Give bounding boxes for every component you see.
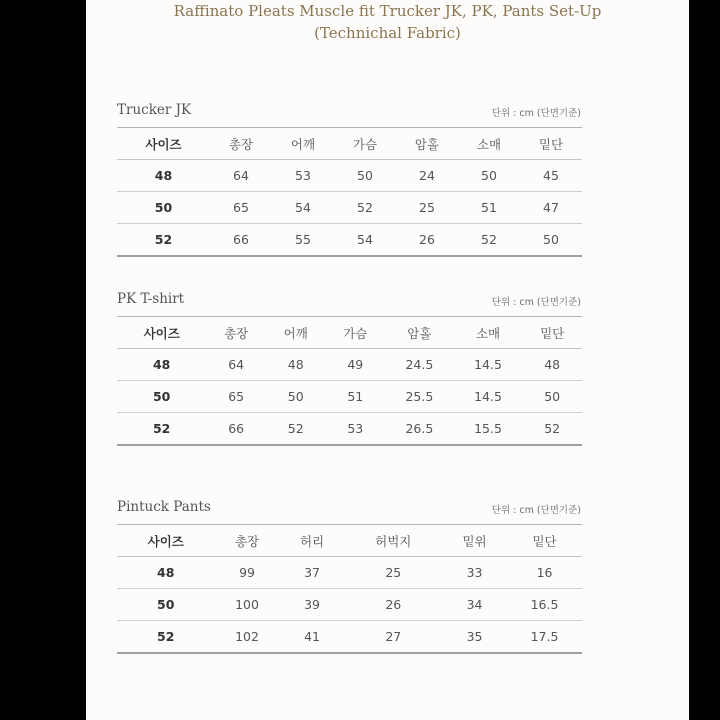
header-cell: 가슴: [352, 136, 378, 152]
table-cell: 52: [544, 421, 561, 436]
header-cell: 가슴: [343, 325, 368, 341]
table-cell: 52: [287, 421, 304, 436]
table-cell: 64: [228, 357, 245, 372]
table-cell: 102: [235, 629, 259, 644]
table-header-row: [117, 525, 582, 557]
table-cell: 26: [385, 597, 402, 612]
table-cell: 52: [357, 200, 373, 215]
size-cell: 48: [152, 357, 171, 372]
table-cell: 99: [239, 565, 255, 580]
table-cell: 48: [544, 357, 561, 372]
unit-note-trucker: 단위 : cm (단면기준): [491, 108, 581, 119]
chart-title: Raffinato Pleats Muscle fit Trucker JK, PK, Pants Set-Up: [173, 2, 602, 20]
table-cell: 25: [419, 200, 435, 215]
table-row: [117, 621, 582, 654]
table-cell: 50: [543, 232, 559, 247]
size-cell: 52: [152, 421, 171, 436]
table-cell: 49: [347, 357, 364, 372]
table-cell: 54: [295, 200, 311, 215]
table-cell: 16.5: [530, 597, 559, 612]
header-cell: 허리: [299, 533, 325, 549]
table-cell: 35: [466, 629, 483, 644]
table-cell: 16: [536, 565, 553, 580]
table-cell: 34: [466, 597, 483, 612]
table-cell: 66: [233, 232, 249, 247]
size-table-pk: [117, 316, 582, 446]
table-cell: 53: [347, 421, 364, 436]
size-cell: 50: [157, 597, 175, 612]
table-row: [117, 589, 582, 621]
table-cell: 26: [419, 232, 435, 247]
table-header-row: [117, 317, 582, 349]
unit-note-pk: 단위 : cm (단면기준): [491, 297, 581, 308]
table-row: [117, 160, 582, 192]
size-cell: 52: [157, 629, 175, 644]
header-cell: 소매: [476, 136, 502, 152]
size-table-pants: [117, 524, 582, 654]
table-row: [117, 192, 582, 224]
header-cell: 사이즈: [145, 136, 182, 152]
table-row: [117, 224, 582, 257]
table-cell: 27: [385, 629, 402, 644]
table-row: [117, 349, 582, 381]
header-cell: 소매: [475, 325, 501, 341]
header-cell: 밑단: [538, 136, 564, 152]
table-cell: 14.5: [474, 389, 502, 404]
header-cell: 암홀: [414, 136, 440, 152]
table-cell: 33: [466, 565, 483, 580]
header-cell: 어깨: [283, 325, 308, 341]
size-cell: 50: [154, 200, 173, 215]
table-cell: 65: [228, 389, 245, 404]
table-cell: 50: [357, 168, 373, 183]
header-cell: 밑단: [540, 325, 565, 341]
table-cell: 50: [287, 389, 304, 404]
size-cell: 48: [154, 168, 173, 183]
table-cell: 51: [347, 389, 364, 404]
header-cell: 암홀: [407, 325, 432, 341]
table-cell: 17.5: [530, 629, 559, 644]
header-cell: 밑단: [532, 533, 557, 549]
table-cell: 100: [235, 597, 259, 612]
table-cell: 51: [481, 200, 497, 215]
table-cell: 15.5: [474, 421, 502, 436]
chart-subtitle: (Technichal Fabric): [314, 24, 461, 42]
table-cell: 47: [543, 200, 559, 215]
table-cell: 50: [544, 389, 561, 404]
table-row: [117, 413, 582, 446]
table-cell: 65: [233, 200, 249, 215]
unit-note-pants: 단위 : cm (단면기준): [491, 505, 581, 516]
table-cell: 53: [295, 168, 311, 183]
header-cell: 총장: [234, 533, 260, 549]
table-cell: 50: [481, 168, 497, 183]
header-cell: 어깨: [290, 136, 316, 152]
header-cell: 총장: [228, 136, 254, 152]
table-cell: 24.5: [405, 357, 434, 372]
size-cell: 50: [152, 389, 171, 404]
size-chart-sheet: [86, 0, 689, 720]
table-header-row: [117, 128, 582, 160]
table-cell: 48: [287, 357, 304, 372]
table-cell: 39: [304, 597, 320, 612]
table-cell: 52: [481, 232, 497, 247]
table-cell: 45: [543, 168, 559, 183]
header-cell: 총장: [224, 325, 249, 341]
section-title-pk: PK T-shirt: [117, 291, 185, 307]
table-row: [117, 557, 582, 589]
section-title-pants: Pintuck Pants: [117, 499, 211, 515]
table-cell: 55: [295, 232, 311, 247]
header-cell: 밑위: [462, 533, 487, 549]
header-cell: 사이즈: [147, 533, 184, 549]
table-cell: 41: [304, 629, 320, 644]
table-cell: 25.5: [405, 389, 434, 404]
table-cell: 37: [304, 565, 320, 580]
header-cell: 허벅지: [375, 533, 412, 549]
section-title-trucker: Trucker JK: [117, 102, 192, 118]
table-cell: 14.5: [474, 357, 502, 372]
table-cell: 24: [419, 168, 435, 183]
table-cell: 54: [357, 232, 373, 247]
table-row: [117, 381, 582, 413]
size-cell: 52: [154, 232, 173, 247]
header-cell: 사이즈: [143, 325, 180, 341]
table-cell: 26.5: [405, 421, 434, 436]
table-cell: 64: [233, 168, 249, 183]
size-table-trucker: [117, 127, 582, 257]
table-cell: 25: [385, 565, 402, 580]
table-cell: 66: [228, 421, 245, 436]
size-cell: 48: [157, 565, 175, 580]
